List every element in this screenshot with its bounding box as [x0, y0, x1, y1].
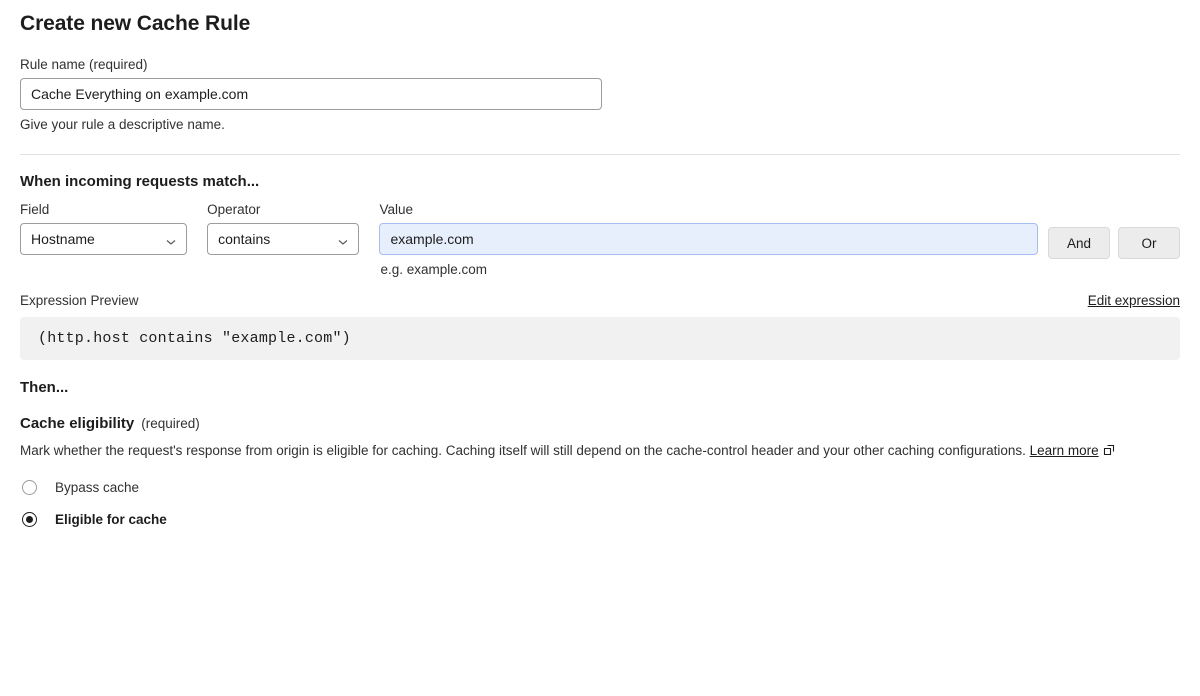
rule-name-label: Rule name (required) [20, 57, 148, 72]
learn-more-link[interactable]: Learn more [1029, 443, 1099, 458]
radio-icon-selected[interactable] [22, 512, 37, 527]
value-column [379, 202, 1038, 277]
or-button[interactable]: Or [1118, 227, 1180, 259]
operator-column-label: Operator [207, 202, 261, 217]
operator-select-value: contains [218, 231, 271, 247]
expression-header [20, 293, 1180, 308]
match-row [20, 202, 1180, 277]
field-select[interactable] [20, 223, 187, 255]
value-column-label: Value [379, 202, 413, 217]
external-link-icon [1103, 442, 1115, 463]
cache-eligibility-required: (required) [141, 416, 200, 431]
expression-preview-label: Expression Preview [20, 293, 139, 308]
cache-rule-form [0, 12, 1200, 696]
field-column [20, 202, 187, 255]
rule-name-help: Give your rule a descriptive name. [20, 117, 225, 132]
cache-eligibility-description [20, 441, 1180, 463]
chevron-down-icon [338, 234, 348, 244]
field-select-value: Hostname [31, 231, 95, 247]
expression-preview-box: (http.host contains "example.com") [20, 317, 1180, 360]
and-button[interactable]: And [1048, 227, 1110, 259]
value-input[interactable] [379, 223, 1038, 255]
value-help-text: e.g. example.com [380, 262, 488, 277]
operator-column [207, 202, 359, 255]
radio-label-eligible-for-cache: Eligible for cache [55, 511, 167, 527]
section-divider [20, 154, 1180, 155]
then-heading: Then... [20, 379, 69, 396]
chevron-down-icon [166, 234, 176, 244]
rule-name-input[interactable] [20, 78, 602, 110]
operator-select[interactable] [207, 223, 359, 255]
radio-label-bypass-cache: Bypass cache [55, 479, 140, 495]
field-column-label: Field [20, 202, 50, 217]
edit-expression-link[interactable]: Edit expression [1087, 293, 1180, 308]
description-text: Mark whether the request's response from origin is eligible for caching. Caching itself will still depend on the cache-control header and your other caching configurations. [20, 443, 1030, 458]
match-section-heading: When incoming requests match... [20, 173, 260, 190]
radio-option-bypass-cache[interactable] [20, 480, 1180, 495]
radio-icon[interactable] [22, 480, 37, 495]
radio-option-eligible-for-cache[interactable] [20, 512, 1180, 527]
condition-buttons [1048, 227, 1180, 259]
cache-eligibility-title: Cache eligibility [20, 415, 135, 432]
cache-eligibility-heading-row [20, 415, 1180, 432]
page-title: Create new Cache Rule [20, 12, 251, 35]
